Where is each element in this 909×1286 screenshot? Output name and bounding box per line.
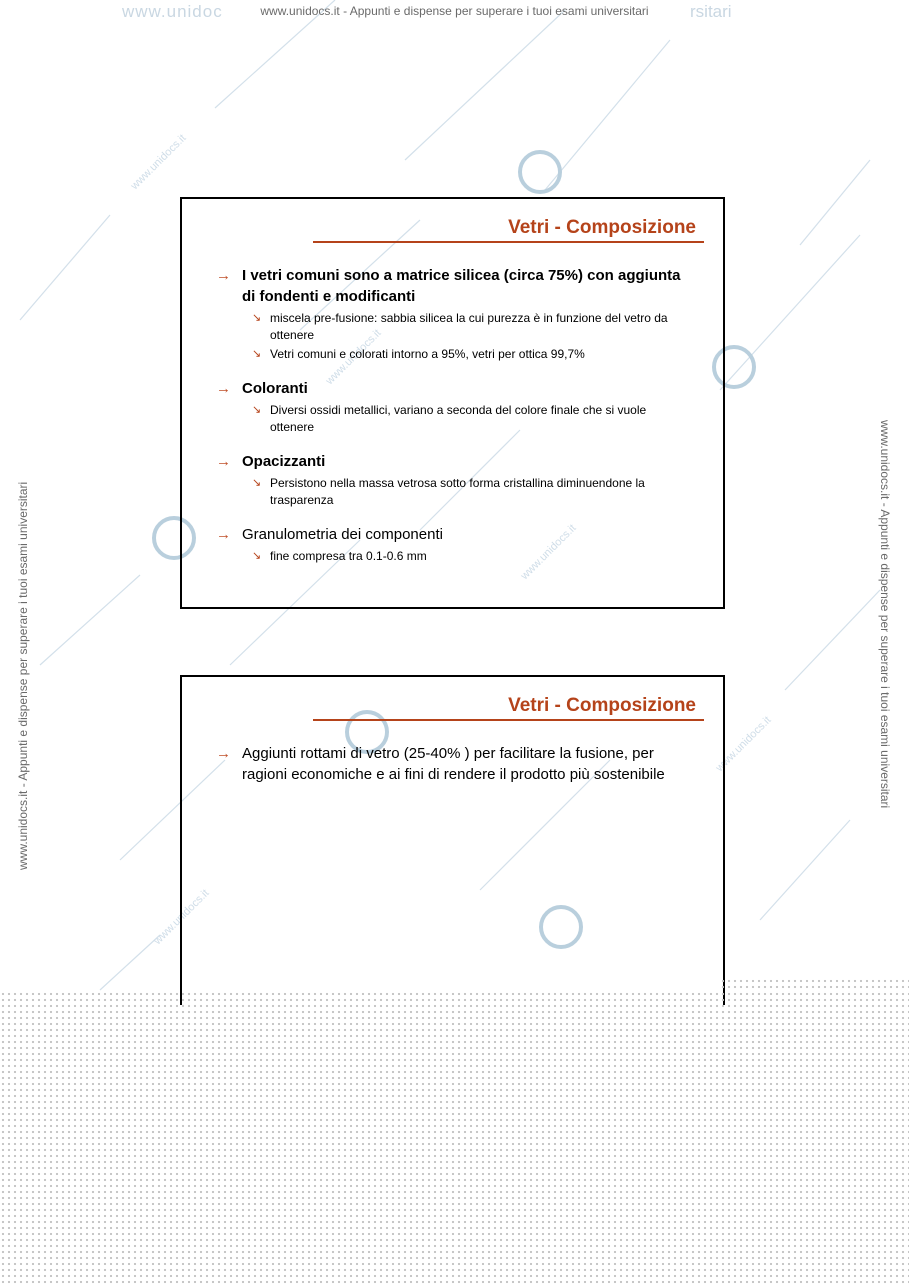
arrow-right-icon: →	[216, 526, 231, 543]
dot-pattern	[0, 991, 909, 1286]
bullet-group	[216, 524, 686, 565]
arrow-down-right-icon: ↘	[252, 477, 262, 489]
bullet-list	[216, 743, 686, 785]
arrow-down-right-icon: ↘	[252, 404, 262, 416]
sub-bullet-text: Vetri comuni e colorati intorno a 95%, vetri per ottica 99,7%	[270, 347, 585, 361]
svg-text:www.unidocs.it: www.unidocs.it	[151, 887, 212, 948]
bullet-item	[216, 743, 686, 785]
watermark-side-right: www.unidocs.it - Appunti e dispense per superare i tuoi esami universitari	[878, 420, 892, 809]
svg-text:www.unidocs.it: www.unidocs.it	[518, 522, 579, 583]
watermark-ghost-left: www.unidoc	[122, 2, 223, 21]
bullet-item	[216, 378, 686, 399]
sub-bullet-item	[216, 402, 686, 436]
bullet-text: I vetri comuni sono a matrice silicea (circa 75%) con aggiunta di fondenti e modificanti	[242, 267, 681, 305]
svg-text:www.unidocs.it: www.unidocs.it	[128, 132, 189, 193]
watermark-ghost-right: rsitari	[690, 2, 732, 21]
arrow-right-icon: →	[216, 380, 231, 397]
arrow-down-right-icon: ↘	[252, 550, 262, 562]
bullet-text: Granulometria dei componenti	[242, 526, 443, 543]
bullet-text: Coloranti	[242, 380, 308, 397]
bullet-group	[216, 451, 686, 509]
arrow-down-right-icon: ↘	[252, 312, 262, 324]
arrow-down-right-icon: ↘	[252, 348, 262, 360]
arrow-right-icon: →	[216, 745, 231, 762]
sub-bullet-text: Diversi ossidi metallici, variano a seconda del colore finale che si vuole ottenere	[270, 403, 647, 434]
slide-title: Vetri - Composizione	[508, 695, 696, 716]
slide-2	[180, 675, 725, 1005]
sub-bullet-item	[216, 310, 686, 344]
title-underline	[313, 241, 704, 243]
sub-bullet-item	[216, 475, 686, 509]
bullet-item	[216, 265, 686, 307]
watermark-side-left: www.unidocs.it - Appunti e dispense per superare i tuoi esami universitari	[16, 481, 30, 870]
arrow-right-icon: →	[216, 453, 231, 470]
bullet-group	[216, 378, 686, 436]
svg-text:www.unidocs.it: www.unidocs.it	[713, 714, 774, 775]
sub-bullet-item	[216, 548, 686, 565]
bullet-list	[216, 265, 686, 580]
sub-bullet-text: Persistono nella massa vetrosa sotto forma cristallina diminuendone la trasparenza	[270, 476, 645, 507]
slide-title: Vetri - Composizione	[508, 217, 696, 238]
bullet-text: Aggiunti rottami di vetro (25-40% ) per facilitare la fusione, per ragioni economiche e ai fini di rendere il prodotto più sostenibile	[242, 745, 665, 783]
slide-1	[180, 197, 725, 609]
sub-bullet-text: miscela pre-fusione: sabbia silicea la cui purezza è in funzione del vetro da ottenere	[270, 311, 668, 342]
dot-pattern	[720, 978, 909, 992]
watermark-header: www.unidocs.it - Appunti e dispense per superare i tuoi esami universitari	[260, 4, 649, 18]
sub-bullet-text: fine compresa tra 0.1-0.6 mm	[270, 549, 427, 563]
bullet-item	[216, 451, 686, 472]
arrow-right-icon: →	[216, 267, 231, 284]
title-underline	[313, 719, 704, 721]
bullet-item	[216, 524, 686, 545]
sub-bullet-item	[216, 346, 686, 363]
bullet-text: Opacizzanti	[242, 453, 326, 470]
bullet-group	[216, 265, 686, 363]
svg-text:www.unidocs.it: www.unidocs.it	[323, 327, 384, 388]
